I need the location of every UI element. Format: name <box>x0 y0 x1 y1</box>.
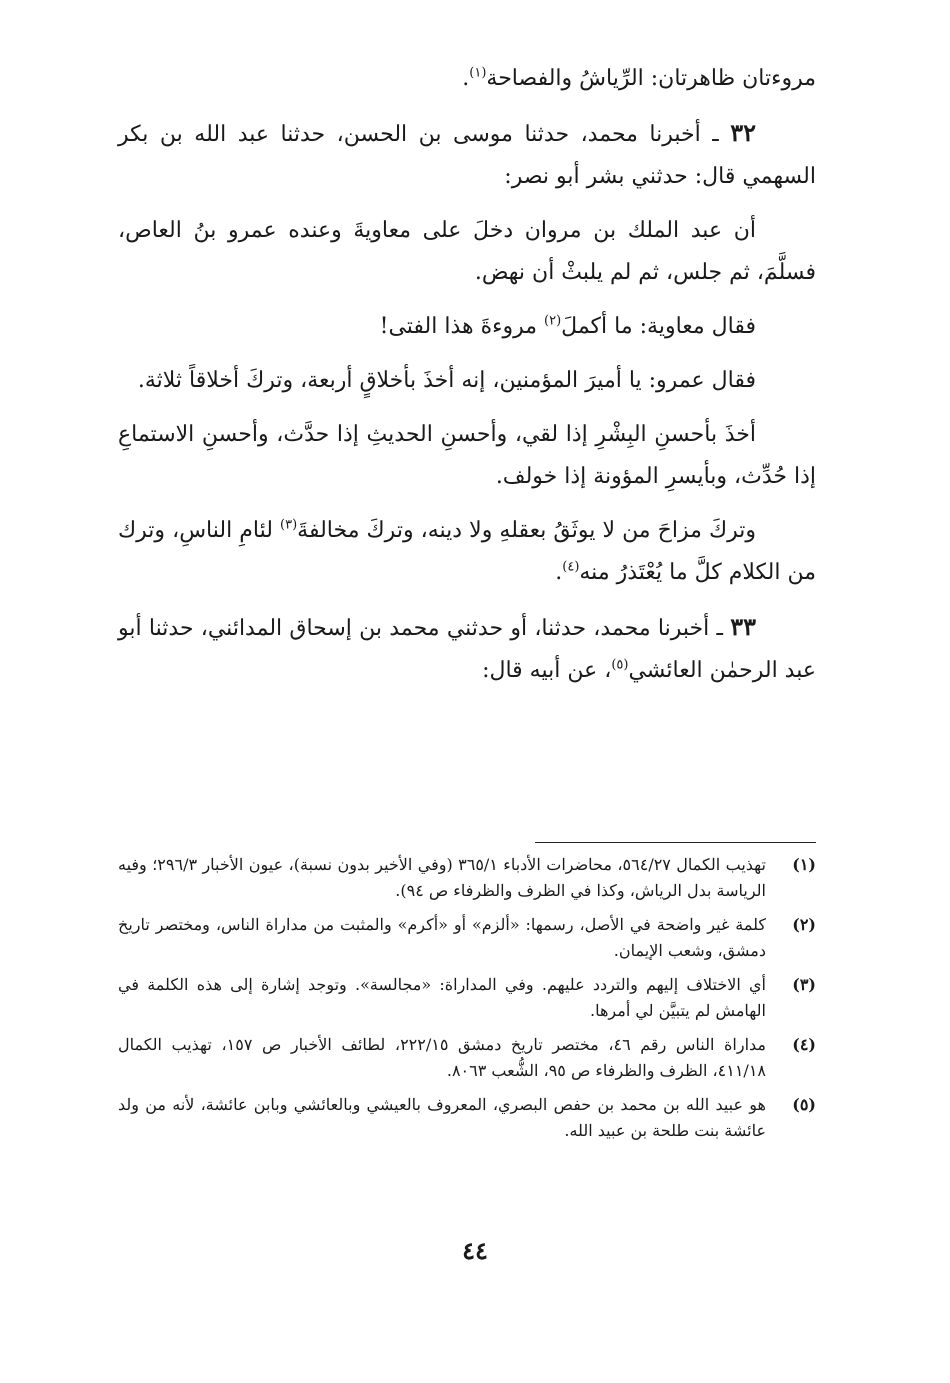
paragraph-7 <box>118 510 816 594</box>
footnote-text: مداراة الناس رقم ٤٦، مختصر تاريخ دمشق ٢٢٢/١٥، لطائف الأخبار ص ١٥٧، تهذيب الكمال ٤١١/١٨، الظرف والظرفاء ص ٩٥، الشُّعب ٨٠٦٣. <box>118 1035 767 1080</box>
footnote-text: كلمة غير واضحة في الأصل، رسمها: «ألزم» أو «أكرم» والمثبت من مداراة الناس، ومختصر تاريخ دمشق، وشعب الإيمان. <box>118 915 766 960</box>
paragraph-1-text: مروءتان ظاهرتان: الرِّياشُ والفصاحة <box>486 66 816 91</box>
paragraph-7-text-b: لئامِ الناسِ، وترك من الكلام كلَّ ما يُعْتَذرُ منه <box>118 518 816 585</box>
footnote-ref-2[interactable]: (٢) <box>544 313 562 329</box>
paragraph-4 <box>118 306 816 348</box>
paragraph-6-text: أخذَ بأحسنِ البِشْرِ إذا لقي، وأحسنِ الحديثِ إذا حدَّث، وأحسنِ الاستماعِ إذا حُدِّث، وبأيسرِ المؤونة إذا خولف. <box>118 422 816 489</box>
footnote-text: هو عبيد الله بن محمد بن حفص البصري، المعروف بالعيشي وبالعائشي وبابن عائشة، لأنه من ولد عائشة بنت طلحة بن عبيد الله. <box>118 1095 766 1140</box>
narration-number-32: ٣٢ <box>730 118 756 147</box>
paragraph-4-text-b: مروءةَ هذا الفتى! <box>379 314 545 339</box>
paragraph-2-text: ـ أخبرنا محمد، حدثنا موسى بن الحسن، حدثنا عبد الله بن بكر السهمي قال: حدثني بشر أبو نصر: <box>118 122 816 189</box>
footnote-separator <box>535 842 816 843</box>
footnote-ref-5[interactable]: (٥) <box>611 657 629 673</box>
paragraph-4-text-a: فقال معاوية: ما أكملَ <box>561 314 756 339</box>
footnote-number: (١) <box>792 855 816 874</box>
paragraph-5 <box>118 360 816 402</box>
footnote-number: (٤) <box>792 1035 816 1054</box>
paragraph-7-text-a: وتركَ مزاحَ من لا يوثَقُ بعقلهِ ولا دينه، وتركَ مخالفةَ <box>297 518 756 543</box>
paragraph-5-text: فقال عمرو: يا أميرَ المؤمنين، إنه أخذَ بأخلاقٍ أربعة، وتركَ أخلاقاً ثلاثة. <box>137 368 756 393</box>
main-text <box>118 58 816 704</box>
paragraph-3 <box>118 210 816 294</box>
page-number: ٤٤ <box>462 1236 488 1265</box>
paragraph-7-end: . <box>555 560 563 585</box>
footnotes <box>118 852 816 1152</box>
footnote-text: تهذيب الكمال ٥٦٤/٢٧، محاضرات الأدباء ٣٦٥/١ (وفي الأخير بدون نسبة)، عيون الأخبار ٢٩٦/٣؛ وفيه الرياسة بدل الرياش، وكذا في الظرف والظرفاء ص ٩٤). <box>118 855 767 900</box>
footnote-ref-4[interactable]: (٤) <box>562 559 580 575</box>
footnote-text: أي الاختلاف إليهم والتردد عليهم. وفي المداراة: «مجالسة». وتوجد إشارة إلى هذه الكلمة في الهامش لم يتبيَّن لي أمرها. <box>118 975 766 1020</box>
footnote-number: (٥) <box>792 1095 816 1114</box>
footnote-4 <box>118 1032 816 1084</box>
footnote-number: (٢) <box>792 915 816 934</box>
footnote-5 <box>118 1092 816 1144</box>
paragraph-8-text-b: ، عن أبيه قال: <box>482 658 612 683</box>
footnote-2 <box>118 912 816 964</box>
paragraph-2 <box>118 112 816 198</box>
footnote-ref-1[interactable]: (١) <box>469 65 487 81</box>
paragraph-6 <box>118 414 816 498</box>
narration-number-33: ٣٣ <box>730 612 756 641</box>
paragraph-8 <box>118 606 816 692</box>
footnote-3 <box>118 972 816 1024</box>
paragraph-1-end: . <box>462 66 470 91</box>
footnote-ref-3[interactable]: (٣) <box>280 517 298 533</box>
paragraph-1 <box>118 58 816 100</box>
paragraph-3-text: أن عبد الملك بن مروان دخلَ على معاويةَ وعنده عمرو بنُ العاص، فسلَّمَ، ثم جلس، ثم لم يلبثْ أن نهض. <box>118 218 816 285</box>
paragraph-8-text-a: ـ أخبرنا محمد، حدثنا، أو حدثني محمد بن إسحاق المدائني، حدثنا أبو عبد الرحمٰن العائشي <box>118 616 816 683</box>
footnote-1 <box>118 852 816 904</box>
footnote-number: (٣) <box>792 975 816 994</box>
